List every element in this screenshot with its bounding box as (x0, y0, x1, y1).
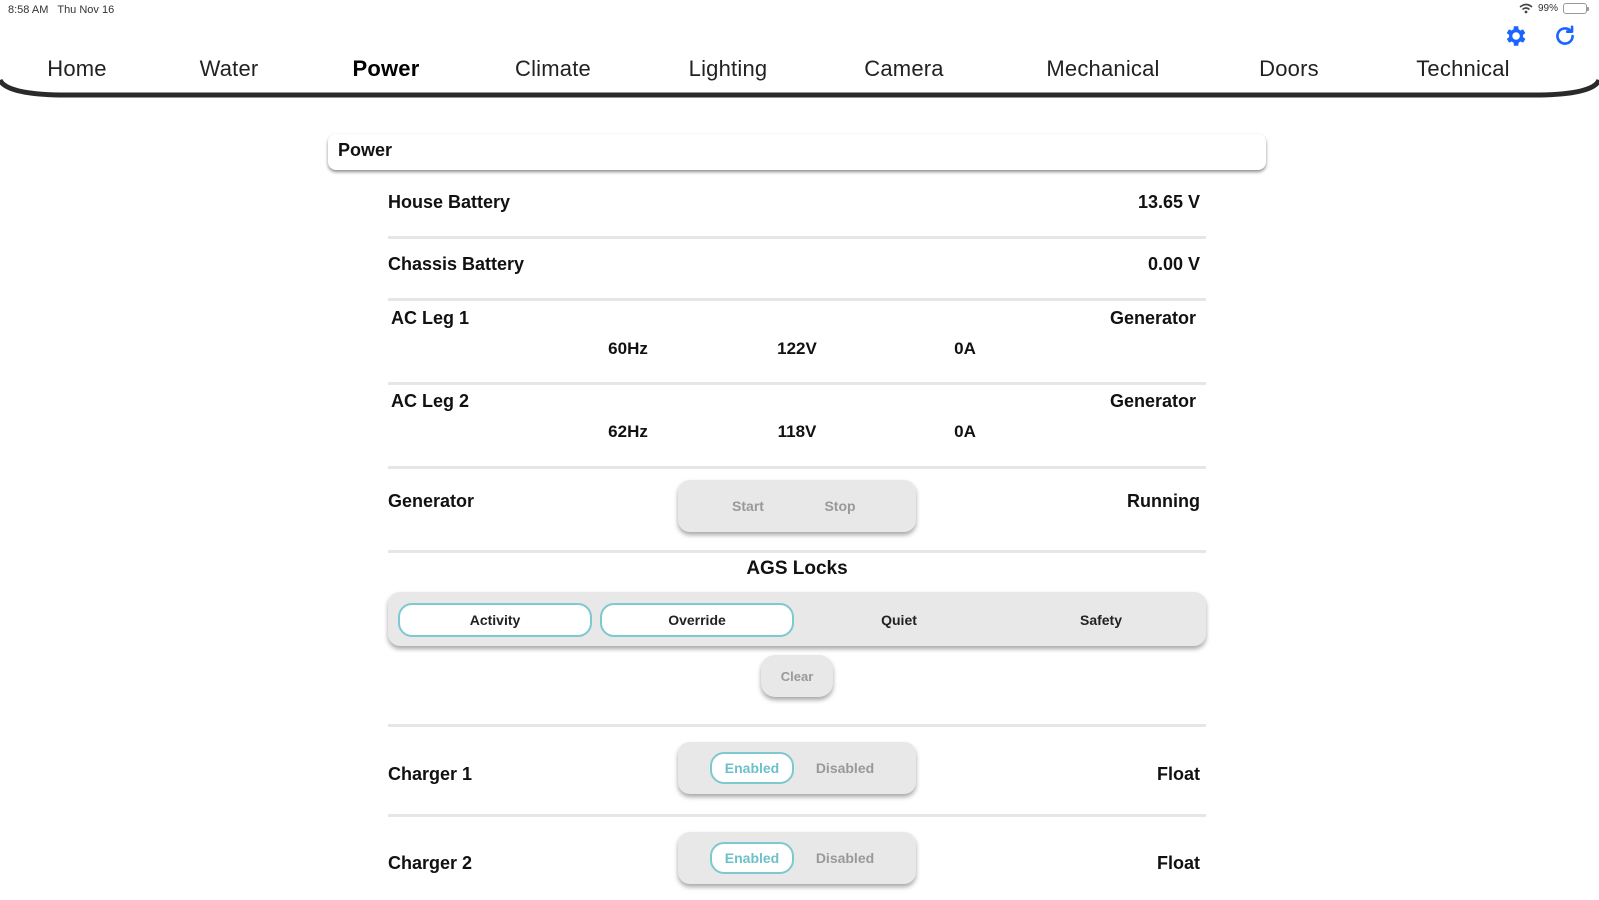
divider (388, 298, 1206, 301)
tab-water[interactable]: Water (199, 56, 259, 81)
divider (388, 382, 1206, 385)
ac-leg-1-source: Generator (1109, 308, 1196, 328)
charger-2-enabled-button[interactable]: Enabled (710, 842, 794, 874)
ags-lock-quiet[interactable]: Quiet (881, 612, 917, 628)
divider (388, 814, 1206, 817)
tab-mechanical[interactable]: Mechanical (1046, 56, 1160, 81)
tab-lighting[interactable]: Lighting (688, 56, 768, 81)
nav-tabs (0, 56, 1599, 90)
generator-stop-button[interactable]: Stop (824, 498, 856, 514)
status-time-text: 8:58 AM (8, 4, 49, 16)
generator-start-button[interactable]: Start (732, 498, 764, 514)
gear-icon[interactable] (1501, 22, 1529, 50)
ac-leg-1-frequency: 60Hz (608, 339, 648, 358)
section-header (328, 134, 1266, 170)
ac-leg-1-label: AC Leg 1 (391, 308, 470, 328)
charger-2-status: Float (1157, 853, 1200, 873)
ac-leg-2-frequency: 62Hz (608, 422, 648, 441)
house-battery-value: 13.65 V (1137, 192, 1200, 212)
tab-power[interactable]: Power (352, 56, 420, 81)
generator-status: Running (1127, 491, 1200, 511)
ags-lock-override[interactable]: Override (600, 603, 794, 637)
ac-leg-2-source: Generator (1109, 391, 1196, 411)
tab-doors[interactable]: Doors (1259, 56, 1319, 81)
wifi-icon (1519, 3, 1533, 14)
ac-leg-1-voltage: 122V (777, 339, 817, 358)
top-actions (1501, 22, 1579, 50)
tab-climate[interactable]: Climate (515, 56, 591, 81)
battery-icon (1563, 3, 1587, 14)
ags-locks-control (388, 592, 1206, 646)
section-title: Power (338, 140, 393, 160)
divider (388, 724, 1206, 727)
ags-clear-button[interactable]: Clear (761, 655, 833, 697)
house-battery-label: House Battery (388, 192, 511, 212)
status-time (8, 4, 114, 16)
chassis-battery-value: 0.00 V (1147, 254, 1200, 274)
ags-lock-activity[interactable]: Activity (398, 603, 592, 637)
charger-2-disabled-button[interactable]: Disabled (815, 850, 875, 866)
generator-label: Generator (388, 491, 475, 511)
tab-home[interactable]: Home (47, 56, 107, 81)
divider (388, 466, 1206, 469)
ags-locks-title: AGS Locks (746, 558, 848, 579)
charger-1-status: Float (1157, 764, 1200, 784)
charger-1-control (678, 742, 916, 794)
tab-technical[interactable]: Technical (1416, 56, 1510, 81)
ags-lock-safety[interactable]: Safety (1079, 612, 1123, 628)
chassis-battery-label: Chassis Battery (388, 254, 525, 274)
divider (388, 236, 1206, 239)
ac-leg-1-current: 0A (954, 339, 976, 358)
status-bar (0, 0, 1599, 20)
charger-1-label: Charger 1 (388, 764, 473, 784)
generator-control (678, 480, 916, 532)
divider (388, 550, 1206, 553)
refresh-icon[interactable] (1551, 22, 1579, 50)
charger-2-control (678, 832, 916, 884)
charger-1-disabled-button[interactable]: Disabled (815, 760, 875, 776)
tab-camera[interactable]: Camera (864, 56, 944, 81)
ac-leg-2-current: 0A (954, 422, 976, 441)
charger-1-enabled-button[interactable]: Enabled (710, 752, 794, 784)
battery-percent: 99% (1537, 3, 1558, 14)
ac-leg-2-voltage: 118V (777, 422, 817, 441)
status-indicators (1519, 3, 1587, 14)
ac-leg-2-label: AC Leg 2 (391, 391, 470, 411)
nav-bar (0, 50, 1599, 108)
charger-2-label: Charger 2 (388, 853, 473, 873)
status-date-text: Thu Nov 16 (57, 4, 115, 16)
